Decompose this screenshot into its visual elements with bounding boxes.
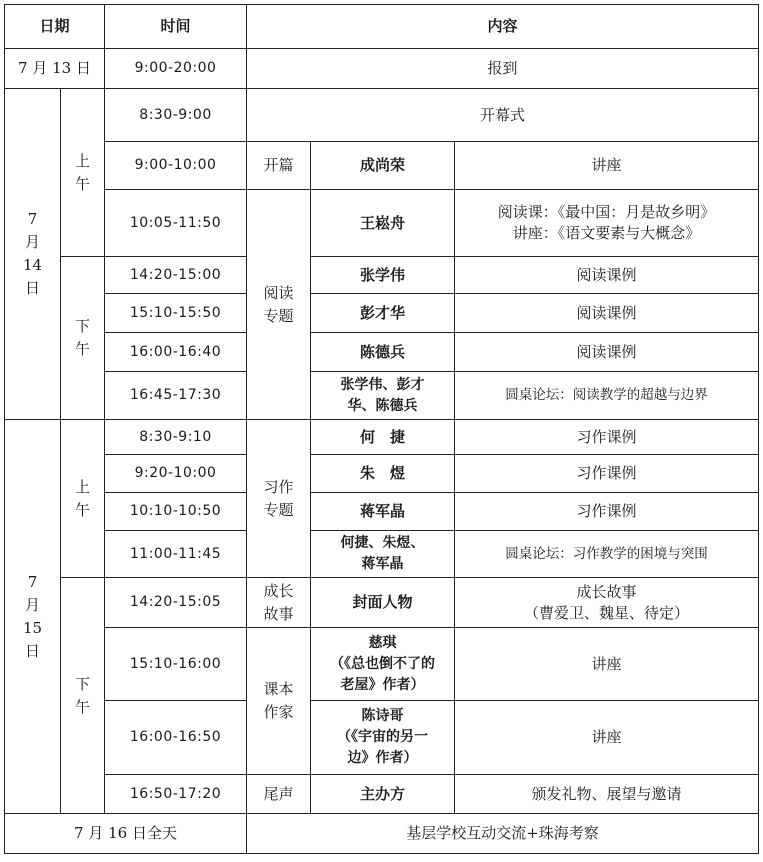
time-cell: 16:00-16:40 — [105, 333, 247, 372]
header-content: 内容 — [247, 5, 759, 49]
period-line: 午 — [75, 697, 91, 716]
section-cell-author — [247, 628, 311, 775]
time-cell: 10:10-10:50 — [105, 493, 247, 531]
content-cell: 颁发礼物、展望与邀请 — [455, 775, 759, 814]
content-cell: 阅读课例 — [455, 333, 759, 372]
date-line: 日 — [24, 279, 40, 297]
period-line: 午 — [75, 174, 91, 193]
period-cell-pm — [61, 578, 105, 814]
section-cell-growth — [247, 578, 311, 628]
period-cell-am — [61, 89, 105, 257]
content-cell: 基层学校互动交流+珠海考察 — [247, 814, 759, 854]
content-cell: 讲座 — [455, 628, 759, 701]
time-cell: 14:20-15:05 — [105, 578, 247, 628]
table-row — [5, 493, 759, 531]
section-line: 成长 — [263, 581, 294, 600]
time-cell: 9:00-20:00 — [105, 49, 247, 89]
speaker-cell: 张学伟 — [311, 257, 455, 294]
table-row — [5, 420, 759, 455]
content-cell: 习作课例 — [455, 455, 759, 493]
speaker-cell: 王崧舟 — [311, 190, 455, 257]
content-line: （曹爱卫、魏星、待定） — [524, 603, 690, 622]
time-cell: 16:00-16:50 — [105, 701, 247, 775]
date-cell-jul14 — [5, 89, 61, 420]
time-cell: 15:10-16:00 — [105, 628, 247, 701]
table-row — [5, 628, 759, 701]
content-cell: 圆桌论坛：习作教学的困境与突围 — [455, 531, 759, 578]
header-row — [5, 5, 759, 49]
time-cell: 14:20-15:00 — [105, 257, 247, 294]
table-row — [5, 455, 759, 493]
time-cell: 16:50-17:20 — [105, 775, 247, 814]
table-row — [5, 333, 759, 372]
period-line: 午 — [75, 500, 91, 519]
period-line: 下 — [75, 674, 91, 693]
speaker-cell: 主办方 — [311, 775, 455, 814]
speaker-cell: 陈德兵 — [311, 333, 455, 372]
period-cell-am — [61, 420, 105, 578]
time-cell: 8:30-9:10 — [105, 420, 247, 455]
speaker-line: 华、陈德兵 — [347, 397, 418, 414]
time-cell: 11:00-11:45 — [105, 531, 247, 578]
table-row — [5, 578, 759, 628]
speaker-cell — [311, 372, 455, 420]
speaker-cell — [311, 701, 455, 775]
speaker-cell: 彭才华 — [311, 294, 455, 333]
table-row — [5, 89, 759, 142]
time-cell: 16:45-17:30 — [105, 372, 247, 420]
date-cell-jul15 — [5, 420, 61, 814]
date-line: 月 — [24, 233, 40, 251]
content-line: 阅读课：《最中国：月是故乡明》 — [497, 203, 716, 221]
content-cell: 阅读课例 — [455, 257, 759, 294]
date-cell: 7 月 16 日全天 — [5, 814, 247, 854]
table-row — [5, 257, 759, 294]
speaker-cell: 朱 煜 — [311, 455, 455, 493]
time-cell: 15:10-15:50 — [105, 294, 247, 333]
content-line: 讲座：《语文要素与大概念》 — [512, 224, 701, 242]
section-cell-reading — [247, 190, 311, 420]
speaker-cell: 封面人物 — [311, 578, 455, 628]
date-line: 14 — [22, 256, 43, 274]
content-line: 成长故事 — [576, 582, 637, 601]
section-cell: 尾声 — [247, 775, 311, 814]
content-cell: 报到 — [247, 49, 759, 89]
section-line: 作家 — [263, 703, 294, 721]
time-cell: 9:00-10:00 — [105, 142, 247, 190]
speaker-line: 边》作者） — [347, 750, 418, 766]
section-line: 阅读 — [263, 283, 294, 302]
content-cell: 讲座 — [455, 142, 759, 190]
date-line: 7 — [27, 572, 38, 591]
speaker-line: 陈诗哥 — [361, 708, 404, 724]
date-line: 7 — [27, 210, 38, 228]
speaker-line: 张学伟、彭才 — [340, 376, 425, 393]
section-line: 专题 — [263, 306, 294, 325]
time-cell: 8:30-9:00 — [105, 89, 247, 142]
table-row — [5, 531, 759, 578]
date-cell: 7 月 13 日 — [5, 49, 105, 89]
table-row — [5, 372, 759, 420]
schedule-table — [4, 4, 759, 854]
table-row — [5, 294, 759, 333]
table-row — [5, 49, 759, 89]
table-row — [5, 142, 759, 190]
table-row — [5, 775, 759, 814]
section-line: 故事 — [263, 604, 294, 623]
date-line: 日 — [24, 641, 40, 660]
date-line: 15 — [22, 618, 43, 637]
speaker-line: （《宇宙的另一 — [337, 729, 429, 745]
content-cell: 习作课例 — [455, 420, 759, 455]
period-line: 上 — [75, 151, 91, 170]
speaker-cell — [311, 628, 455, 701]
section-cell-writing — [247, 420, 311, 578]
section-cell: 开篇 — [247, 142, 311, 190]
time-cell: 9:20-10:00 — [105, 455, 247, 493]
period-line: 午 — [75, 340, 91, 358]
section-line: 课本 — [263, 680, 294, 698]
time-cell: 10:05-11:50 — [105, 190, 247, 257]
content-cell: 圆桌论坛：阅读教学的超越与边界 — [455, 372, 759, 420]
section-line: 专题 — [263, 500, 294, 519]
speaker-line: （《总也倒不了的 — [330, 655, 436, 672]
speaker-cell: 蒋军晶 — [311, 493, 455, 531]
header-time: 时间 — [105, 5, 247, 49]
content-cell: 开幕式 — [247, 89, 759, 142]
speaker-line: 慈琪 — [368, 634, 397, 651]
section-line: 习作 — [263, 477, 294, 496]
table-row — [5, 190, 759, 257]
content-cell — [455, 190, 759, 257]
period-cell-pm — [61, 257, 105, 420]
speaker-cell: 成尚荣 — [311, 142, 455, 190]
speaker-cell — [311, 531, 455, 578]
speaker-line: 蒋军晶 — [361, 556, 404, 572]
table-row — [5, 814, 759, 854]
content-cell — [455, 578, 759, 628]
speaker-line: 何捷、朱煜、 — [340, 535, 425, 551]
table-row — [5, 701, 759, 775]
period-line: 下 — [75, 317, 91, 335]
header-date: 日期 — [5, 5, 105, 49]
speaker-cell: 何 捷 — [311, 420, 455, 455]
period-line: 上 — [75, 477, 91, 496]
content-cell: 阅读课例 — [455, 294, 759, 333]
speaker-line: 老屋》作者） — [340, 676, 425, 693]
content-cell: 讲座 — [455, 701, 759, 775]
content-cell: 习作课例 — [455, 493, 759, 531]
date-line: 月 — [24, 595, 40, 614]
